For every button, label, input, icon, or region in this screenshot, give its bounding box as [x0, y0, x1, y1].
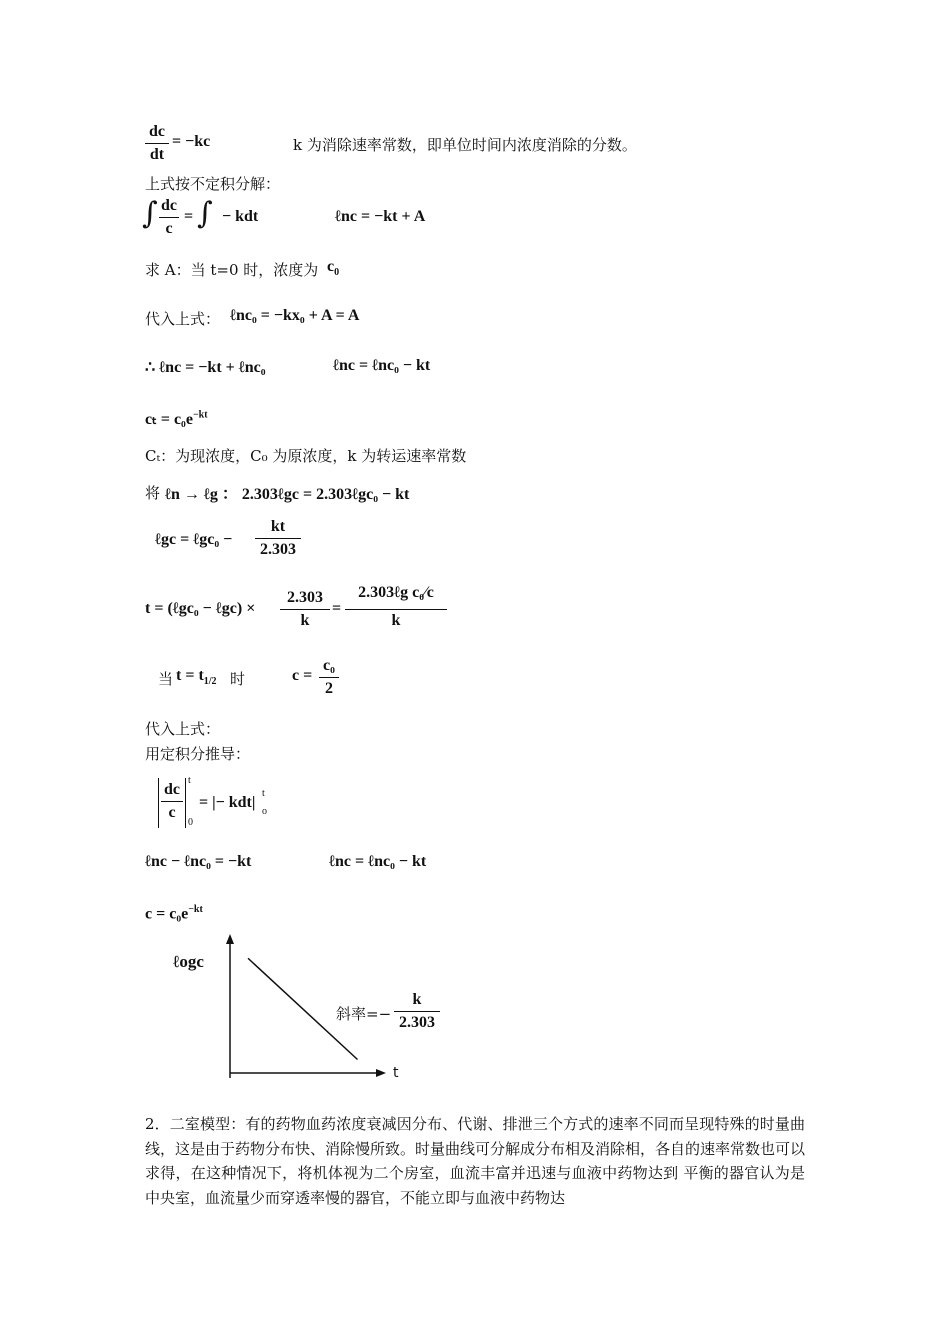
eq8-num: dc — [164, 781, 180, 798]
line-definite: 用定积分推导： — [145, 745, 251, 763]
ct-note: Cₜ：为现浓度，C₀ 为原浓度，k 为转运速率常数 — [145, 447, 467, 465]
eq8-rhs-low: o — [262, 806, 267, 817]
eq8-rhs-up: t — [262, 788, 265, 799]
eq5-den: 2.303 — [260, 541, 296, 558]
eq1-rhs: = −kc — [172, 133, 211, 150]
chart-xlabel: t — [393, 1065, 399, 1081]
eq6-lhs: t = (ℓgc₀ − ℓgc) × — [145, 600, 256, 617]
eq1-num: dc — [149, 123, 165, 140]
find-a-sym: $c_0$ — [327, 258, 340, 279]
eq5-lhs: ℓgc = ℓgc₀ − — [155, 531, 233, 548]
chart-annotation-fraction — [394, 990, 440, 1033]
eq7-num: c₀ — [323, 657, 335, 674]
chart-annotation-num: k — [412, 991, 422, 1008]
chart-annotation-den: 2.303 — [399, 1014, 435, 1031]
eq2-den: c — [165, 220, 173, 237]
chart-ylabel: ℓogc — [173, 952, 204, 971]
eq3-left: ∴ ℓnc = −kt + ℓnc₀ — [145, 359, 266, 376]
eq6-f2-den: k — [391, 612, 401, 629]
eq6-f1-num: 2.303 — [287, 589, 323, 606]
eq10-expr: $c = c_0e^{-kt}$ — [145, 904, 203, 923]
eq2-num: dc — [161, 197, 177, 214]
eq6-f1-den: k — [300, 612, 310, 629]
eq6-eq: = — [332, 600, 342, 617]
eq8-fraction — [161, 780, 183, 823]
substitute-expr: ℓnc₀ = −kx₀ + A = A — [230, 307, 360, 324]
eq2-mid: = — [184, 208, 194, 225]
line-indefinite: 上式按不定积分解： — [145, 175, 281, 193]
eq1-den: dt — [149, 146, 165, 163]
ln-lg-label: 将 — [145, 484, 161, 502]
eq1-fraction — [145, 122, 169, 165]
eq7-after: 时 — [230, 670, 246, 688]
paragraph-two-compartment: 2．二室模型：有的药物血药浓度衰减因分布、代谢、排泄三个方式的速率不同而呈现特殊的时量曲线，这是由于药物分布快、消除慢所致。时量曲线可分解成分布相及消除相，各自的速率常数也可以求得，在这种情况下，将机体视为二个房室，血流丰富并迅速与血液中药物达到 平衡的器官认为是中央室，血流量少而穿透率慢的器官，不能立即与血液中药物达 — [145, 1115, 806, 1207]
eq2-rhs: − kdt — [222, 208, 259, 225]
eq7-fraction — [319, 656, 339, 699]
eq7-expr: $t = t_{1/2}$ — [176, 667, 217, 688]
chart-x-arrow — [376, 1069, 386, 1077]
eq1-note: k 为消除速率常数，即单位时间内浓度消除的分数。 — [293, 136, 637, 154]
eq8-den: c — [168, 804, 176, 821]
eq6-fraction-1 — [280, 588, 330, 631]
eq8-bar-right — [185, 778, 186, 828]
eq8-bar-left — [158, 778, 159, 828]
eq6-fraction-2 — [345, 578, 447, 631]
substitute-label: 代入上式： — [145, 310, 221, 328]
eq8-low: 0 — [188, 817, 193, 828]
eq7-den: 2 — [325, 680, 333, 697]
eq2-fraction — [159, 196, 179, 239]
eq5-fraction — [255, 517, 301, 560]
eq6-f2-num: 2.303ℓg c₀⁄c — [358, 584, 434, 601]
eq2-result: ℓnc = −kt + A — [335, 208, 426, 225]
eq3-right: ℓnc = ℓnc₀ − kt — [333, 357, 431, 374]
eq4-expr: $c_t = c_0e^{-kt}$ — [145, 409, 208, 428]
ln-lg-expr: ℓn → ℓg ： 2.303ℓgc = 2.303ℓgc₀ − kt — [165, 486, 410, 503]
chart-annotation-text: 斜率=− — [336, 1005, 392, 1023]
eq8-up: t — [188, 775, 191, 786]
find-a-text: 求 A：当 t=0 时，浓度为 — [145, 261, 319, 279]
line-sub2: 代入上式： — [145, 720, 221, 738]
eq7-label: 当 — [158, 670, 174, 688]
chart-y-arrow — [226, 934, 234, 944]
eq9-left: ℓnc − ℓnc₀ = −kt — [145, 853, 252, 870]
eq9-right: ℓnc = ℓnc₀ − kt — [329, 853, 427, 870]
eq2-integral: ∫ — [142, 196, 158, 231]
eq8-rhs: = |− kdt| — [199, 794, 256, 811]
eq7-rhs: c = — [292, 667, 313, 684]
eq5-num: kt — [270, 518, 286, 535]
eq2-integral-2: ∫ — [197, 196, 213, 231]
